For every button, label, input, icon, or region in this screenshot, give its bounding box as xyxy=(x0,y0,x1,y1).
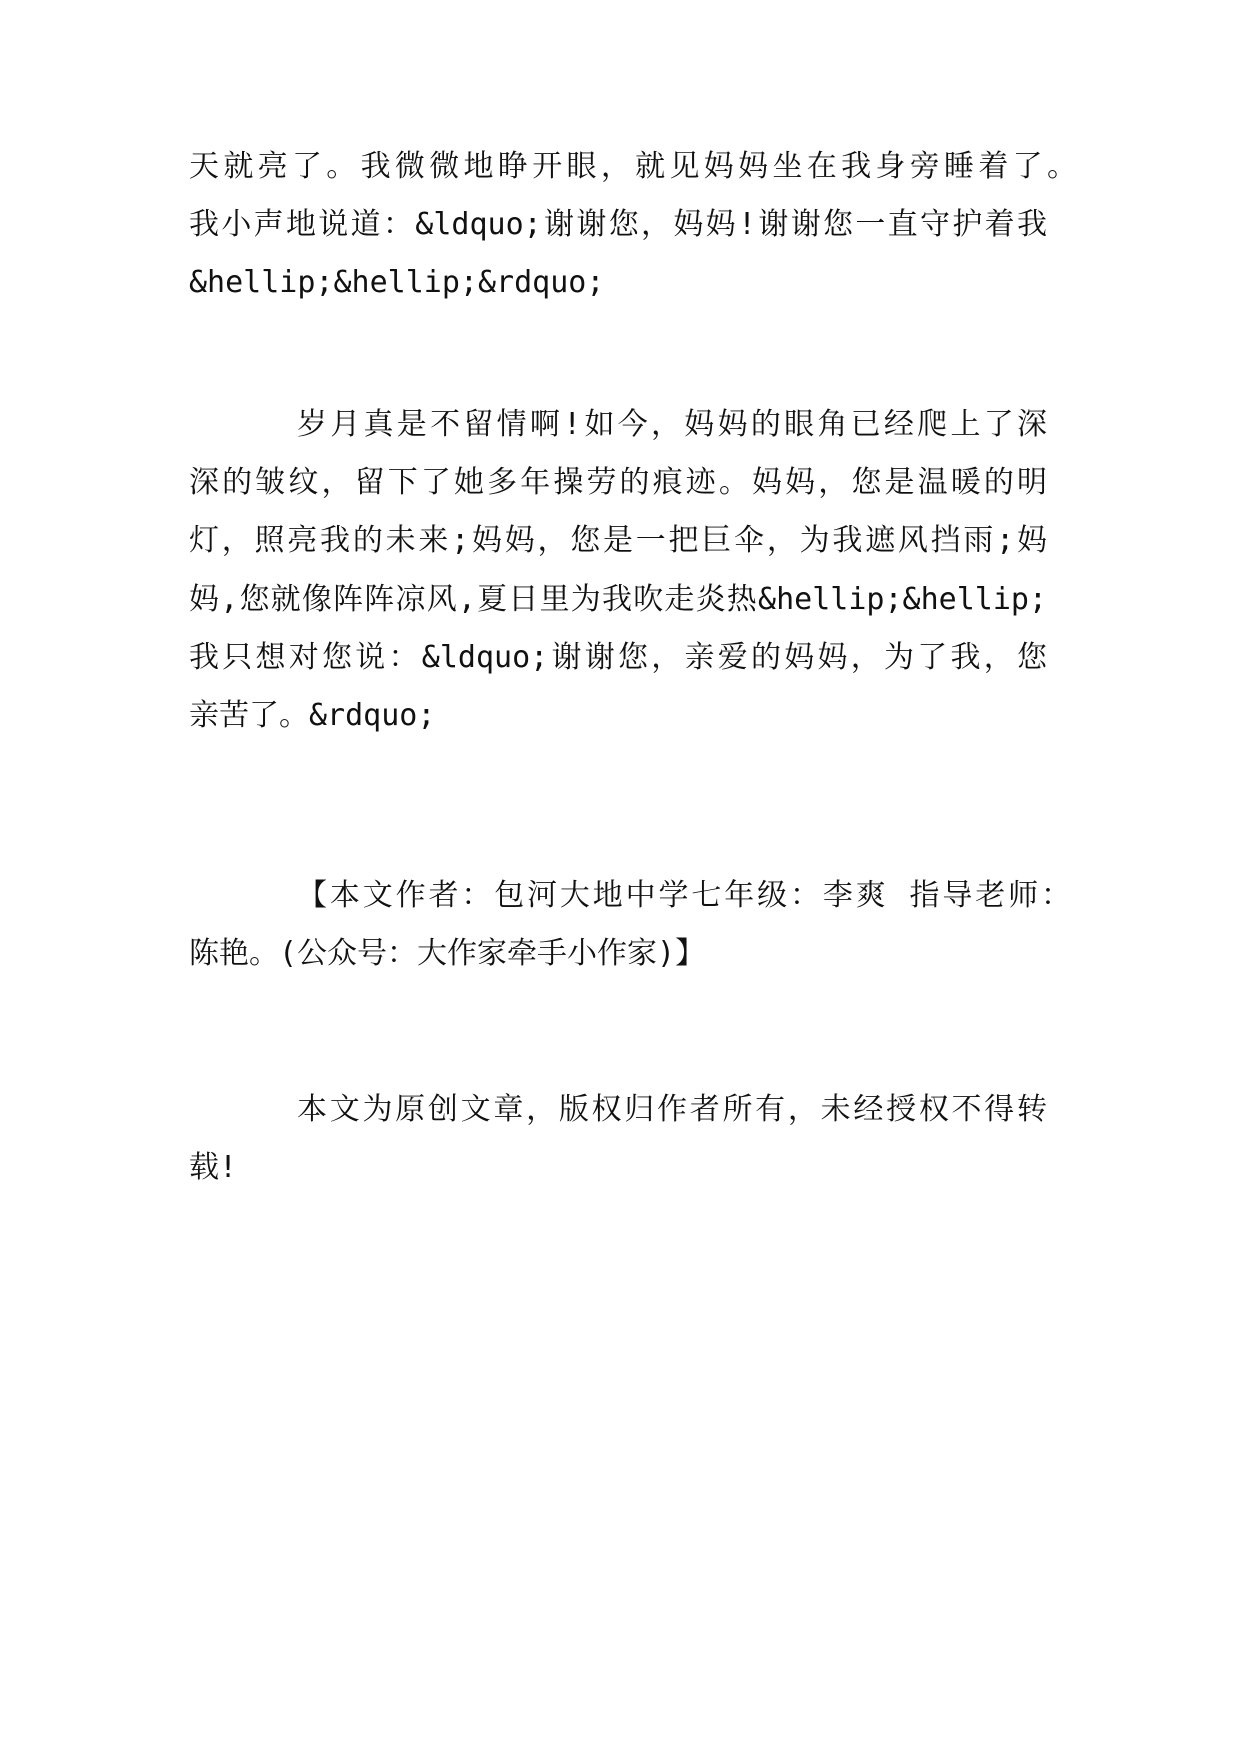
text-line: 天就亮了。我微微地睁开眼，就见妈妈坐在我身旁睡着了。 xyxy=(189,149,1077,184)
text-line: 我小声地说道：&ldquo;谢谢您，妈妈!谢谢您一直守护着我 xyxy=(189,207,1047,242)
text-line: 载! xyxy=(189,1150,238,1185)
text-line: &hellip;&hellip;&rdquo; xyxy=(189,265,605,300)
text-line: 我只想对您说：&ldquo;谢谢您，亲爱的妈妈，为了我，您 xyxy=(189,640,1047,675)
text-line: 陈艳。(公众号：大作家牵手小作家)】 xyxy=(189,936,706,971)
text-line: 【本文作者：包河大地中学七年级：李爽 指导老师： xyxy=(297,878,1071,913)
text-line: 本文为原创文章，版权归作者所有，未经授权不得转 xyxy=(297,1092,1047,1127)
text-line: 岁月真是不留情啊!如今，妈妈的眼角已经爬上了深 xyxy=(297,407,1047,442)
text-line: 妈,您就像阵阵凉风,夏日里为我吹走炎热&hellip;&hellip; xyxy=(189,582,1047,617)
text-line: 灯，照亮我的未来;妈妈，您是一把巨伞，为我遮风挡雨;妈 xyxy=(189,523,1047,558)
text-line: 亲苦了。&rdquo; xyxy=(189,698,436,733)
text-line: 深的皱纹，留下了她多年操劳的痕迹。妈妈，您是温暖的明 xyxy=(189,465,1047,500)
